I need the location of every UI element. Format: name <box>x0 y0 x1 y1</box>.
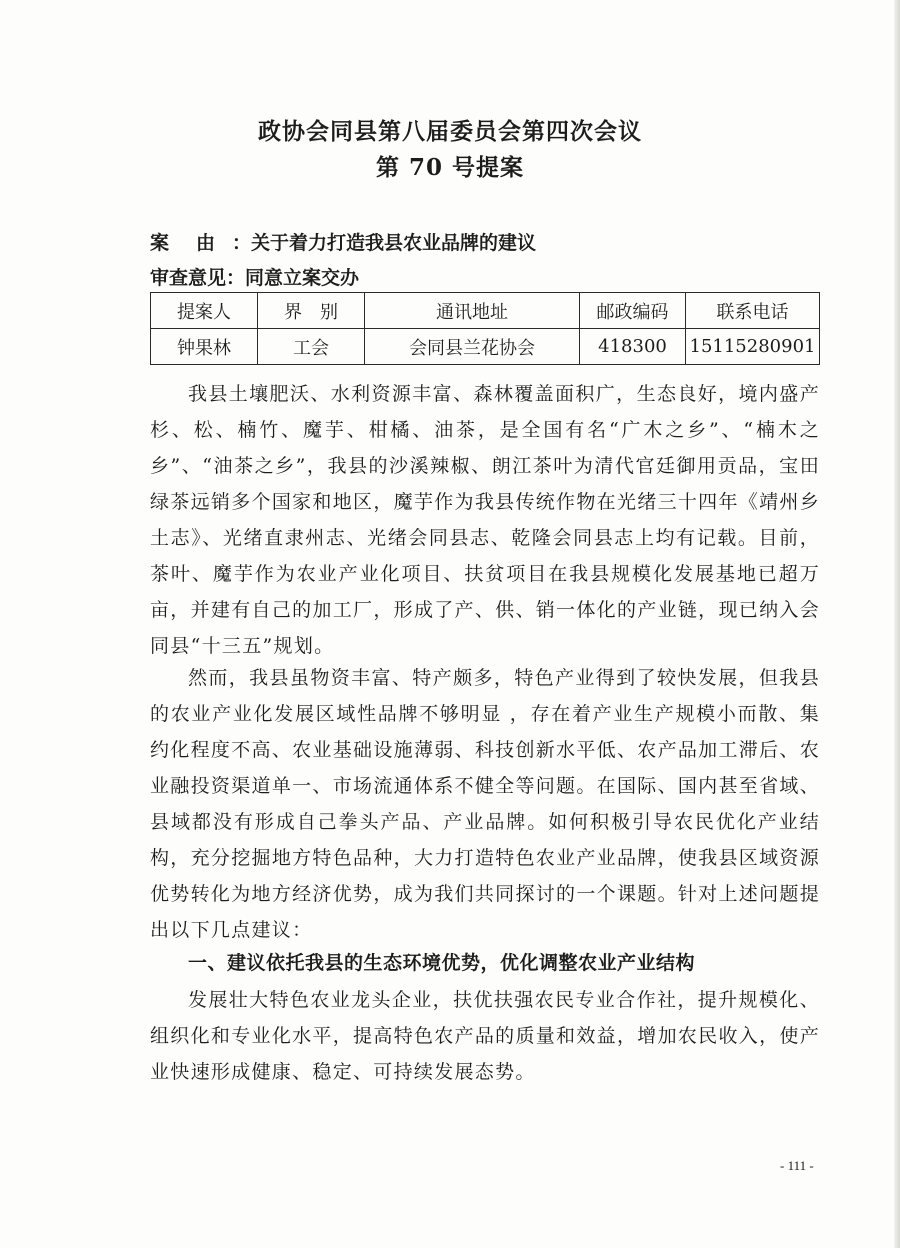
cell-address: 会同县兰花协会 <box>365 329 580 365</box>
header-phone: 联系电话 <box>686 293 820 329</box>
page-number: - 111 - <box>780 1158 814 1173</box>
page-edge-shadow <box>894 0 900 1248</box>
cell-proposer: 钟果林 <box>151 329 258 365</box>
case-reason-colon: ： <box>232 232 252 254</box>
header-address: 通讯地址 <box>365 293 580 329</box>
body-paragraph-2: 然而，我县虽物资丰富、特产颇多，特色产业得到了较快发展，但我县的农业产业化发展区域性品牌不够明显 ，存在着产业生产规模小而散、集约化程度不高、农业基础设施薄弱、科技创新水平低、农产品加工滞后、农业融投资渠道单一、市场流通体系不健全等问题。在国际、国内甚至省域、县域都没有形成自己拳头产品、产业品牌。如何积极引导农民优化产业结构，充分挖掘地方特色品种，大力打造特色农业产业品牌，使我县区域资源优势转化为地方经济优势，成为我们共同探讨的一个课题。针对上述问题提出以下几点建议： <box>150 667 820 941</box>
review-opinion-value: 同意立案交办 <box>245 267 360 289</box>
review-opinion-label: 审查意见： <box>150 267 246 289</box>
case-reason-value: 关于着力打造我县农业品牌的建议 <box>251 232 537 254</box>
case-reason-label: 案 由 <box>150 232 216 254</box>
header-proposer: 提案人 <box>151 293 258 329</box>
proposer-info-table <box>150 292 820 365</box>
header-sector: 界 别 <box>258 293 365 329</box>
table-header-row <box>151 293 820 329</box>
body-paragraph-3: 发展壮大特色农业龙头企业，扶优扶强农民专业合作社，提升规模化、组织化和专业化水平，提高特色农产品的质量和效益，增加农民收入，使产业快速形成健康、稳定、可持续发展态势。 <box>150 989 820 1083</box>
header-postcode: 邮政编码 <box>580 293 686 329</box>
body-paragraph-1: 我县土壤肥沃、水利资源丰富、森林覆盖面积广，生态良好，境内盛产杉、松、楠竹、魔芋、柑橘、油茶，是全国有名“广木之乡”、“楠木之乡”、“油茶之乡”，我县的沙溪辣椒、朗江茶叶为清代官廷御用贡品，宝田绿茶远销多个国家和地区，魔芋作为我县传统作物在光绪三十四年《靖州乡土志》、光绪直隶州志、光绪会同县志、乾隆会同县志上均有记载。目前，茶叶、魔芋作为农业产业化项目、扶贫项目在我县规模化发展基地已超万亩，并建有自己的加工厂，形成了产、供、销一体化的产业链，现已纳入会同县“十三五”规划。 <box>150 383 820 657</box>
cell-sector: 工会 <box>258 329 365 365</box>
proposal-number: 第 70 号提案 <box>375 154 525 181</box>
table-row <box>151 329 820 365</box>
section-heading-1: 一、建议依托我县的生态环境优势，优化调整农业产业结构 <box>188 952 696 974</box>
cell-phone: 15115280901 <box>686 329 820 365</box>
review-opinion-line <box>150 263 359 290</box>
case-reason-line <box>150 228 536 255</box>
cell-postcode: 418300 <box>580 329 686 365</box>
document-title: 政协会同县第八届委员会第四次会议 <box>258 118 642 145</box>
